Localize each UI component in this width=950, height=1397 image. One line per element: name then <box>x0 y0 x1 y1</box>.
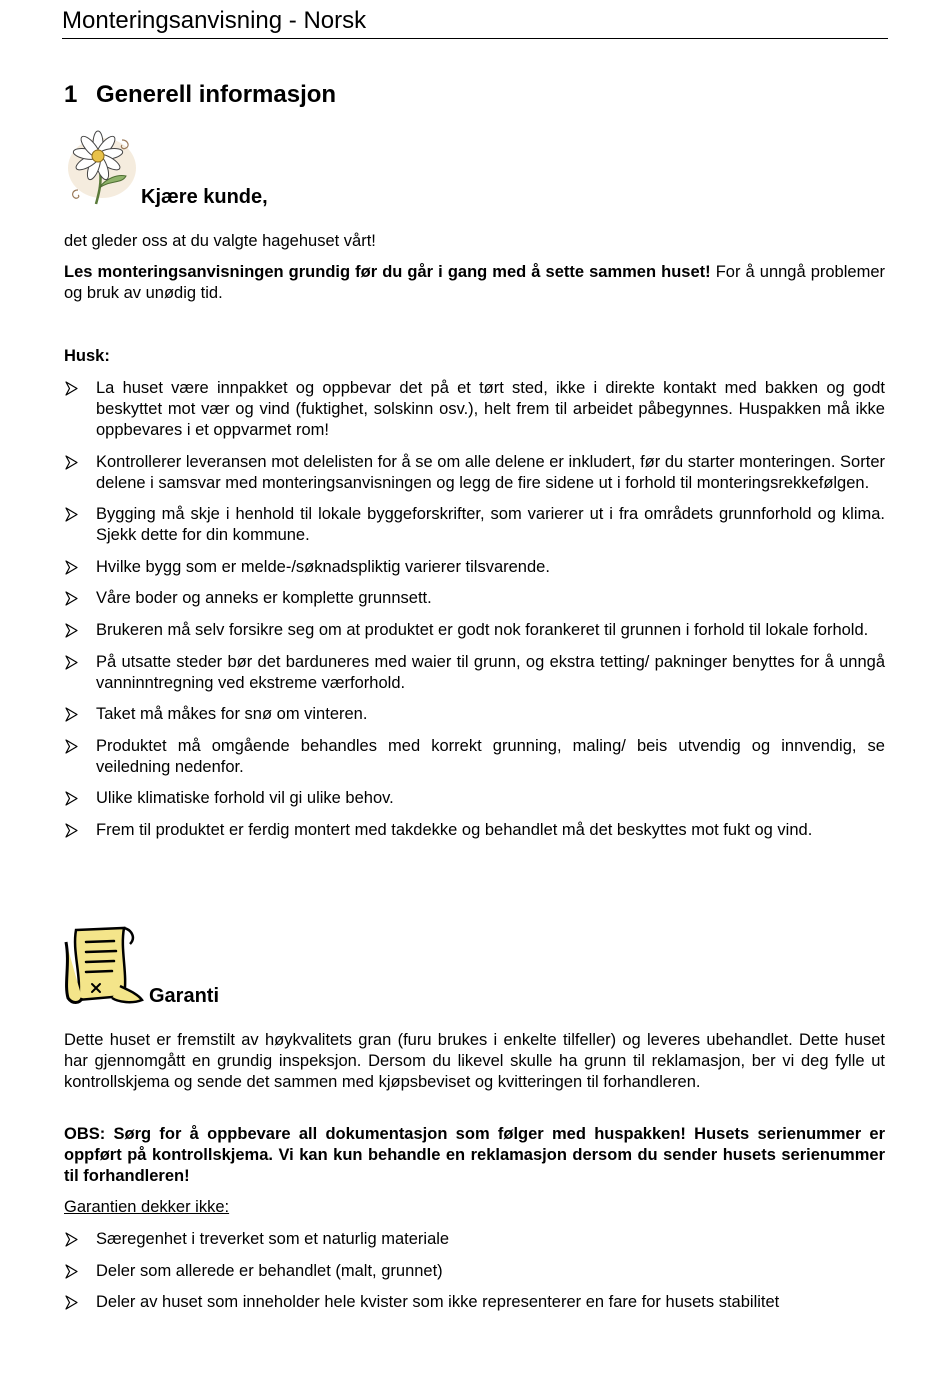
intro-paragraph <box>64 262 885 304</box>
list-item-text: Produktet må omgående behandles med korrekt grunning, maling/ beis utvendig og innvendig, se veiledning nedenfor. <box>96 736 885 776</box>
list-item <box>64 1229 885 1250</box>
not-covered-label: Garantien dekker ikke: <box>64 1198 230 1216</box>
list-item-text: Ulike klimatiske forhold vil gi ulike behov. <box>96 789 394 808</box>
garanti-heading: Garanti <box>149 985 220 1007</box>
list-item-text: Kontrollerer leveransen mot delelisten for å se om alle delene er inkludert, før du starter monteringen. Sorter delene i samsvar med monteringsanvisningen og legg de fire sidene ut i forhold til monteringsrekkefølgen. <box>96 452 885 492</box>
arrow-bullet-icon <box>64 557 80 578</box>
list-item-text: La huset være innpakket og oppbevar det på et tørt sted, ikke i direkte kontakt med bakken og godt beskyttet mot vær og vind (fuktighet, solskinn osv.), helt frem til arbeidet påbegynnes. Huspakken må ikke oppbevares i et oppvarmet rom! <box>96 379 885 439</box>
daisy-clipart-icon <box>62 126 138 206</box>
arrow-bullet-icon <box>64 1292 80 1313</box>
husk-label: Husk: <box>64 347 110 365</box>
list-item <box>64 620 885 641</box>
arrow-bullet-icon <box>64 788 80 809</box>
arrow-bullet-icon <box>64 736 80 757</box>
arrow-bullet-icon <box>64 1261 80 1282</box>
greeting-heading: Kjære kunde, <box>141 186 268 208</box>
list-item <box>64 704 885 725</box>
obs-paragraph: OBS: Sørg for å oppbevare all dokumentasjon som følger med huspakken! Husets serienummer er oppført på kontrollskjema. Vi kan kun behandle en reklamasjon dersom du sender husets serienummer til forhandleren! <box>64 1125 885 1185</box>
list-item <box>64 557 885 578</box>
arrow-bullet-icon <box>64 704 80 725</box>
intro-bold-text: Les monteringsanvisningen grundig før du går i gang med å sette sammen huset! <box>64 263 711 281</box>
section-heading <box>64 80 336 110</box>
arrow-bullet-icon <box>64 620 80 641</box>
not-covered-list <box>64 1229 885 1324</box>
list-item-text: Brukeren må selv forsikre seg om at produktet er godt nok forankeret til grunnen i forhold til lokale forhold. <box>96 620 869 639</box>
list-item <box>64 504 885 546</box>
list-item-text: Deler av huset som inneholder hele kvister som ikke representerer en fare for husets stabilitet <box>96 1293 780 1312</box>
page-header: Monteringsanvisning - Norsk <box>62 6 888 39</box>
arrow-bullet-icon <box>64 588 80 609</box>
list-item <box>64 736 885 778</box>
list-item <box>64 652 885 694</box>
section-number: 1 <box>64 81 78 108</box>
list-item-text: Bygging må skje i henhold til lokale byggeforskrifter, som varierer ut i fra områdets grunnforhold og klima. Sjekk dette for din kommune. <box>96 505 885 545</box>
list-item-text: Deler som allerede er behandlet (malt, grunnet) <box>96 1261 443 1280</box>
list-item <box>64 452 885 494</box>
scroll-document-icon <box>62 924 144 1006</box>
list-item-text: Våre boder og anneks er komplette grunnsett. <box>96 589 432 608</box>
arrow-bullet-icon <box>64 378 80 399</box>
intro-line-1: det gleder oss at du valgte hagehuset vårt! <box>64 232 376 250</box>
arrow-bullet-icon <box>64 1229 80 1250</box>
section-title: Generell informasjon <box>96 81 337 108</box>
list-item <box>64 588 885 609</box>
arrow-bullet-icon <box>64 504 80 525</box>
list-item-text: Særegenhet i treverket som et naturlig materiale <box>96 1230 450 1248</box>
list-item <box>64 788 885 809</box>
arrow-bullet-icon <box>64 652 80 673</box>
arrow-bullet-icon <box>64 452 80 473</box>
list-item-text: Frem til produktet er ferdig montert med takdekke og behandlet må det beskyttes mot fukt og vind. <box>96 820 813 839</box>
list-item-text: På utsatte steder bør det barduneres med waier til grunn, og ekstra tetting/ pakninger benyttes for å unngå vanninntregning ved ekstreme værforhold. <box>96 652 885 692</box>
list-item <box>64 1261 885 1282</box>
list-item <box>64 820 885 841</box>
list-item-text: Taket må måkes for snø om vinteren. <box>96 705 368 724</box>
list-item <box>64 378 885 441</box>
intro-rest-text: For å unngå problemer og bruk av unødig tid. <box>64 263 885 302</box>
list-item-text: Hvilke bygg som er melde-/søknadspliktig varierer tilsvarende. <box>96 557 550 576</box>
garanti-paragraph: Dette huset er fremstilt av høykvalitets gran (furu brukes i enkelte tilfeller) og leveres ubehandlet. Dette huset har gjennomgått en grundig inspeksjon. Dersom du likevel skulle ha grunn til reklamasjon, ber vi deg fylle ut kontrollskjema og sende det sammen med kjøpsbeviset og kvitteringen til forhandleren. <box>64 1031 885 1091</box>
arrow-bullet-icon <box>64 820 80 841</box>
list-item <box>64 1292 885 1313</box>
husk-list <box>64 378 885 852</box>
